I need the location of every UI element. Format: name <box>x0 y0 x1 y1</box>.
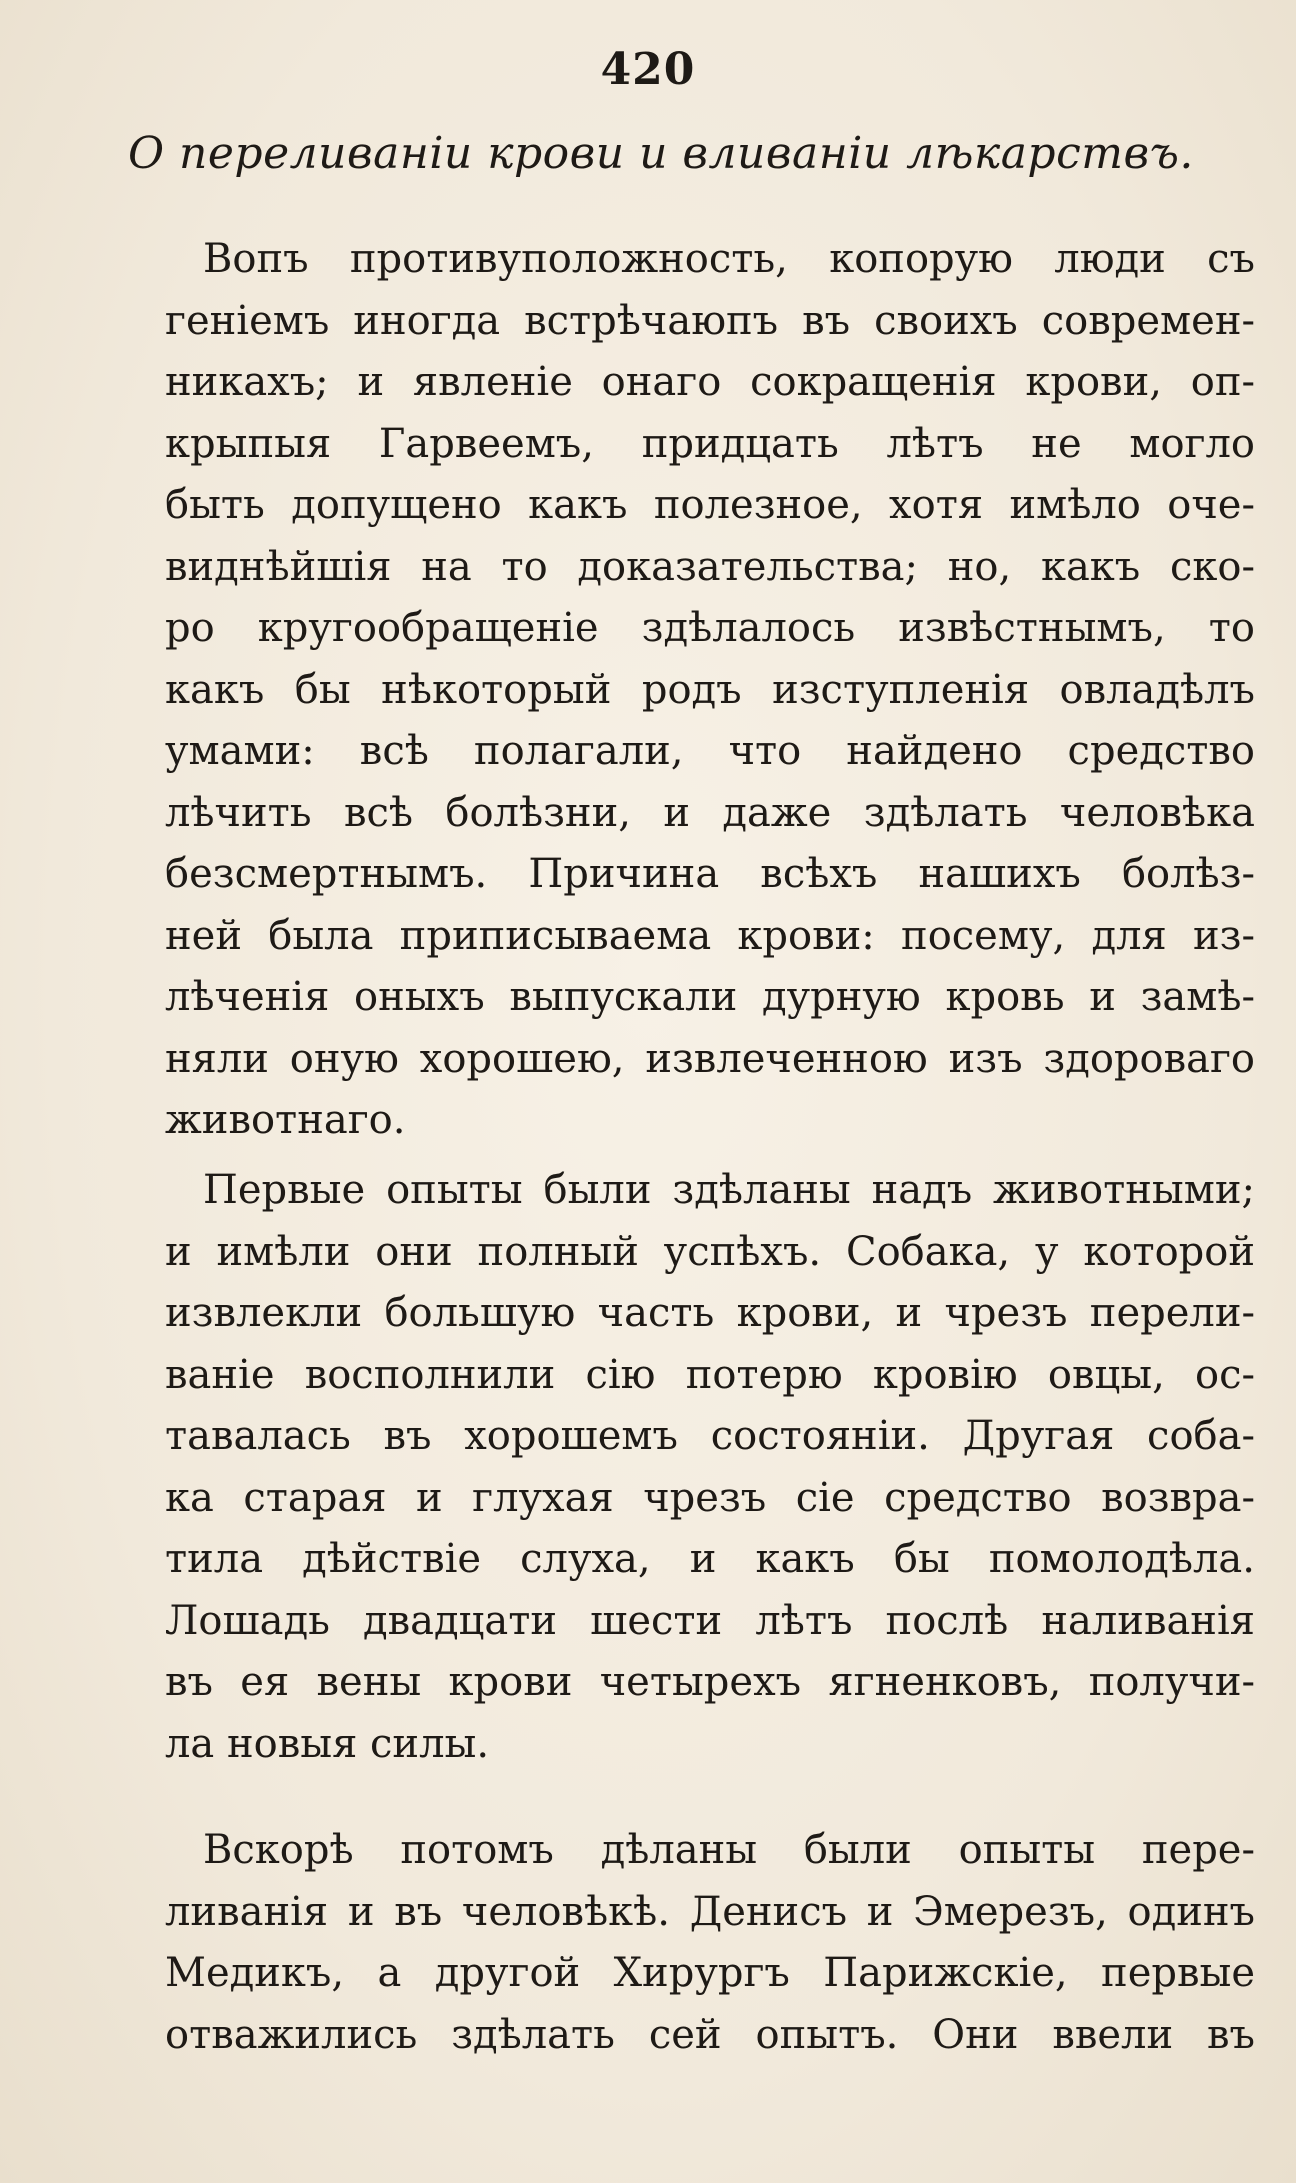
paragraph-1 <box>165 229 1255 1152</box>
text-line: тила дѣйствіе слуха, и какъ бы помолодѣла. <box>165 1536 1255 1582</box>
text-line: ливанія и въ человѣкѣ. Денисъ и Эмерезъ, одинъ <box>165 1888 1255 1935</box>
page-number: 420 <box>600 44 696 95</box>
text-line: и имѣли они полный успѣхъ. Собака, у которой <box>165 1228 1255 1275</box>
text-line: ней была приписываема крови: посему, для из- <box>165 912 1255 959</box>
text-line: крыпыя Гарвеемъ, придцать лѣтъ не могло <box>165 420 1255 467</box>
text-line: ка старая и глухая чрезъ сіе средство возвра- <box>165 1474 1255 1521</box>
text-line: въ ея вены крови четырехъ ягненковъ, получи- <box>165 1659 1255 1705</box>
section-heading: О переливаніи крови и вливаніи лѣкарствъ. <box>128 128 1194 179</box>
text-line: тавалась въ хорошемъ состояніи. Другая соба- <box>165 1413 1255 1459</box>
text-line: какъ бы нѣкоторый родъ изступленія овладѣлъ <box>165 666 1255 713</box>
text-line: никахъ; и явленіе онаго сокращенія крови, оп- <box>165 359 1255 405</box>
text-line: ваніе восполнили сію потерю кровію овцы, ос- <box>165 1351 1255 1398</box>
text-line: безсмертнымъ. Причина всѣхъ нашихъ болѣз- <box>165 851 1255 897</box>
paragraph-2 <box>165 1160 1255 1775</box>
text-line: умами: всѣ полагали, что найдено средство <box>165 728 1255 774</box>
text-line: геніемъ иногда встрѣчаюпъ въ своихъ современ- <box>165 297 1255 344</box>
paragraph-3 <box>165 1820 1255 2066</box>
text-line: Первые опыты были здѣланы надъ животными; <box>203 1167 1255 1213</box>
text-line: Медикъ, а другой Хирургъ Парижскіе, первые <box>165 1950 1255 1996</box>
text-line: животнаго. <box>165 1097 406 1143</box>
text-line: ро кругообращеніе здѣлалось извѣстнымъ, то <box>165 605 1255 651</box>
text-line: Лошадь двадцати шести лѣтъ послѣ наливанія <box>165 1597 1255 1644</box>
text-line: извлекли большую часть крови, и чрезъ перели- <box>165 1290 1255 1336</box>
text-line: лѣчить всѣ болѣзни, и даже здѣлать человѣка <box>165 789 1255 836</box>
text-line: Вопъ противуположность, копорую люди съ <box>203 236 1255 282</box>
text-line: ла новыя силы. <box>165 1720 490 1767</box>
text-line: няли оную хорошею, извлеченною изъ здороваго <box>165 1035 1255 1082</box>
text-line: лѣченія оныхъ выпускали дурную кровь и замѣ- <box>165 974 1255 1020</box>
text-line: отважились здѣлать сей опытъ. Они ввели въ <box>165 2011 1255 2058</box>
text-line: быть допущено какъ полезное, хотя имѣло оче- <box>165 482 1255 528</box>
text-line: виднѣйшія на то доказательства; но, какъ ско- <box>165 543 1255 590</box>
text-line: Вскорѣ потомъ дѣланы были опыты пере- <box>203 1827 1255 1873</box>
